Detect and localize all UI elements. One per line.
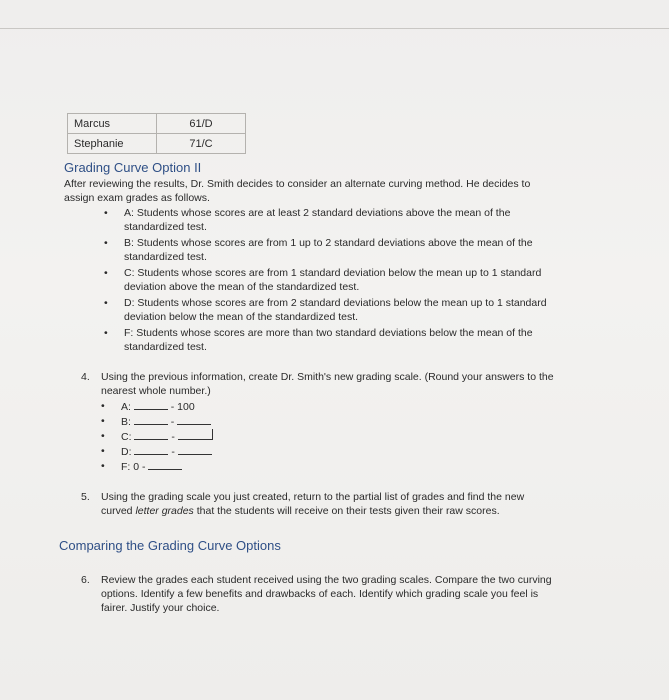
- table-row: [68, 114, 246, 134]
- blank-input[interactable]: [178, 444, 212, 455]
- question-number: 6.: [81, 574, 90, 586]
- blank-input[interactable]: [134, 414, 168, 425]
- question-number: 4.: [81, 371, 90, 383]
- list-item: [104, 206, 584, 234]
- section-heading-curve-option-2: Grading Curve Option II: [64, 160, 202, 175]
- grading-scale-list: [101, 399, 213, 474]
- list-item: [104, 326, 584, 354]
- grade-label: D:: [121, 446, 132, 458]
- question-number: 5.: [81, 491, 90, 503]
- page-divider: [0, 28, 669, 29]
- blank-input[interactable]: [134, 429, 168, 440]
- text-run: curved: [101, 505, 136, 517]
- question-line: [101, 504, 524, 518]
- question-line: nearest whole number.): [101, 385, 211, 397]
- intro-line: After reviewing the results, Dr. Smith decides to consider an alternate curving method. He decides to: [64, 178, 531, 190]
- question-text: [101, 490, 524, 518]
- grade-label: B:: [121, 416, 131, 428]
- student-score: 71/C: [157, 134, 246, 154]
- blank-input[interactable]: [134, 399, 168, 410]
- question-text: [101, 370, 554, 398]
- criteria-text: standardized test.: [124, 221, 207, 233]
- criteria-text: • F: Students whose scores are more than two standard deviations below the mean of the: [124, 327, 533, 339]
- question-4: [81, 370, 621, 400]
- grade-label: C:: [121, 431, 132, 443]
- scale-item-a: [101, 399, 213, 414]
- list-item: [104, 266, 584, 294]
- question-5: [81, 490, 621, 520]
- blank-input[interactable]: [178, 429, 213, 440]
- question-line: Using the previous information, create Dr. Smith's new grading scale. (Round your answers to the: [101, 371, 554, 383]
- range-end: - 100: [170, 401, 195, 413]
- question-line: options. Identify a few benefits and drawbacks of each. Identify which grading scale you feel is: [101, 588, 539, 600]
- section-heading-comparing: Comparing the Grading Curve Options: [59, 538, 281, 553]
- blank-input[interactable]: [134, 444, 168, 455]
- grades-table: [67, 113, 246, 154]
- scale-item-c: [101, 429, 213, 444]
- criteria-text: • C: Students whose scores are from 1 standard deviation below the mean up to 1 standard: [124, 267, 542, 279]
- criteria-text: deviation below the mean of the standardized test.: [124, 311, 359, 323]
- grade-label: A:: [121, 401, 131, 413]
- scale-item-f: [101, 459, 213, 474]
- question-line: Using the grading scale you just created, return to the partial list of grades and find the new: [101, 491, 525, 503]
- emphasis-text: letter grades: [135, 505, 194, 517]
- question-text: [101, 573, 552, 615]
- student-name: Marcus: [68, 114, 157, 134]
- intro-line: assign exam grades as follows.: [64, 192, 210, 204]
- criteria-text: deviation above the mean of the standardized test.: [124, 281, 360, 293]
- range-dash: -: [171, 431, 175, 443]
- grade-label: F: 0 -: [121, 461, 146, 473]
- question-line: Review the grades each student received using the two grading scales. Compare the two curving: [101, 574, 552, 586]
- text-run: that the students will receive on their tests given their raw scores.: [193, 505, 500, 517]
- list-item: [104, 296, 584, 324]
- scale-item-b: [101, 414, 213, 429]
- range-dash: -: [171, 446, 175, 458]
- criteria-text: standardized test.: [124, 341, 207, 353]
- blank-input[interactable]: [177, 414, 211, 425]
- table-row: [68, 134, 246, 154]
- criteria-text: • A: Students whose scores are at least 2 standard deviations above the mean of the: [124, 207, 511, 219]
- question-line: fairer. Justify your choice.: [101, 602, 220, 614]
- range-dash: -: [170, 416, 175, 428]
- criteria-text: • B: Students whose scores are from 1 up to 2 standard deviations above the mean of the: [124, 237, 533, 249]
- blank-input[interactable]: [148, 459, 182, 470]
- intro-paragraph: [64, 177, 594, 205]
- student-name: Stephanie: [68, 134, 157, 154]
- list-item: [104, 236, 584, 264]
- student-score: 61/D: [157, 114, 246, 134]
- scale-item-d: [101, 444, 213, 459]
- criteria-text: • D: Students whose scores are from 2 standard deviations below the mean up to 1 standard: [124, 297, 547, 309]
- criteria-text: standardized test.: [124, 251, 207, 263]
- question-6: [81, 573, 621, 617]
- grade-criteria-list: [104, 206, 584, 356]
